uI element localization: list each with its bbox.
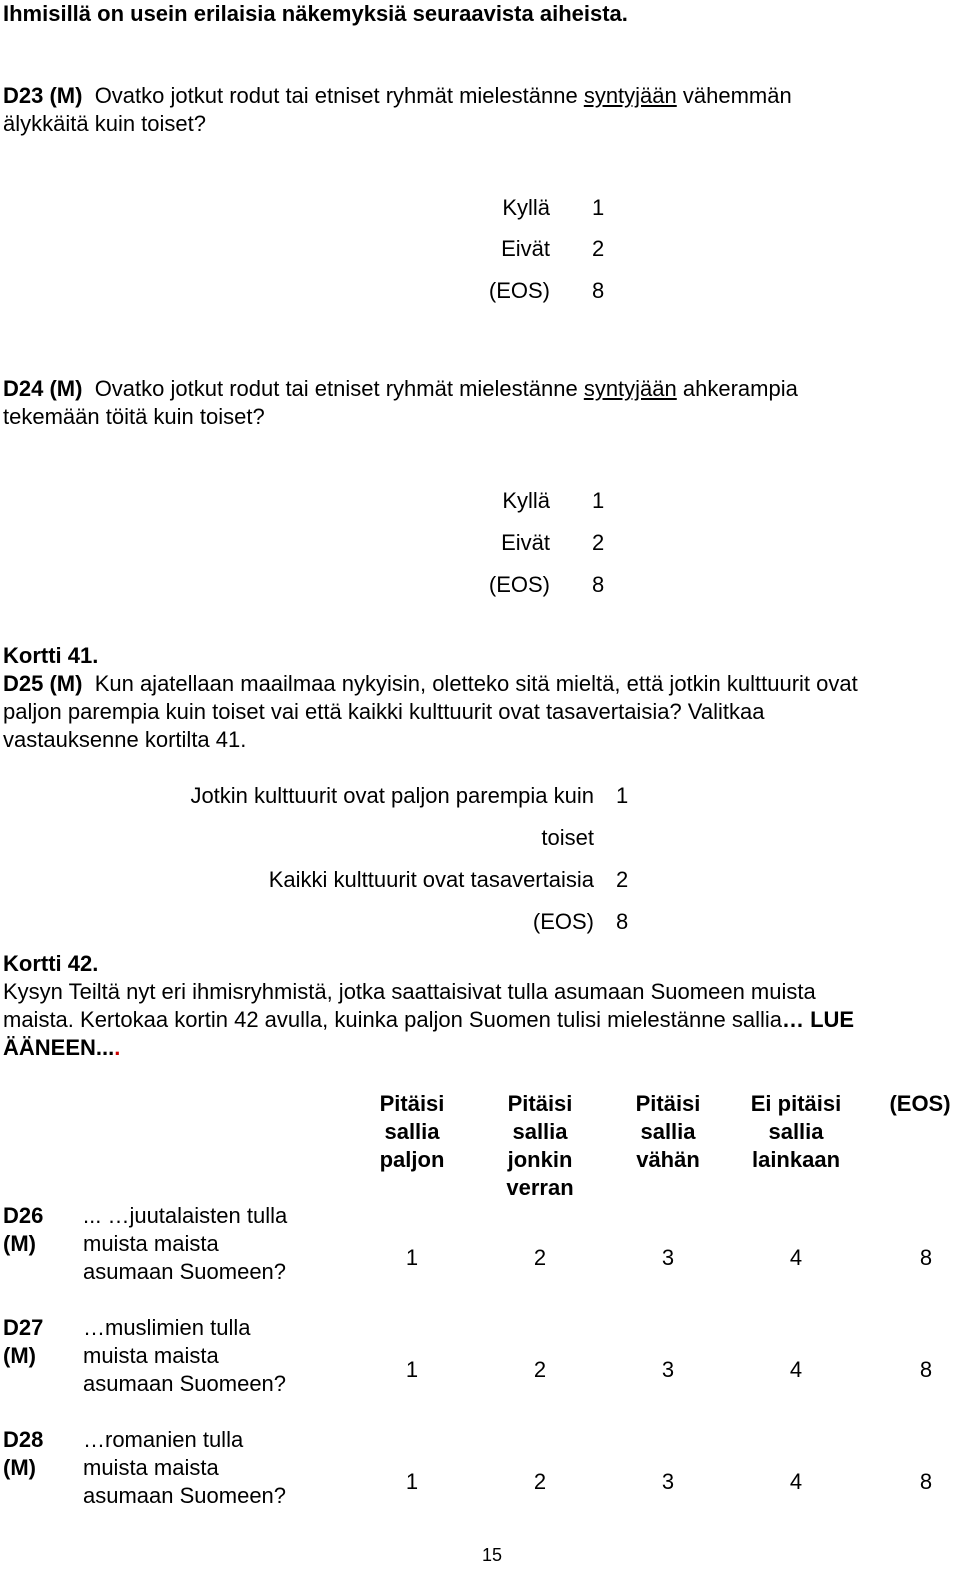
intro-heading: Ihmisillä on usein erilaisia näkemyksiä seuraavista aiheista. [3,1,628,26]
d24-option-value: 1 [592,488,605,513]
table-row-code [3,1202,43,1258]
intro42-line1: Kysyn Teiltä nyt eri ihmisryhmistä, jotka saattaisivat tulla asumaan Suomeen muista [3,979,816,1004]
table-row-code [3,1314,43,1370]
d24-question [3,375,798,403]
table-cell-value: 2 [533,1357,547,1382]
row-text-line: asumaan Suomeen? [83,1371,287,1396]
row-code-suffix: (M) [3,1455,36,1480]
table-cell-value: 8 [919,1357,933,1382]
intro42-red-dot: . [114,1035,121,1060]
header-line: jonkin [507,1147,573,1172]
table-cell-value: 2 [533,1245,547,1270]
table-cell-value: 1 [405,1469,419,1494]
d25-text-1: Kun ajatellaan maailmaa nykyisin, oletteko sitä mieltä, että jotkin kulttuurit ovat [94,671,858,696]
table-cell-value: 8 [919,1469,933,1494]
table-cell-value: 8 [919,1245,933,1270]
d25-code: D25 (M) [3,671,83,696]
table-header-lainkaan [732,1090,860,1174]
header-line: verran [506,1175,574,1200]
header-line: Pitäisi [635,1091,701,1116]
d24-text-b: ahkerampia [676,376,798,401]
d25-option-label: (EOS) [532,909,594,934]
table-row-text [83,1426,286,1510]
intro42-read-aloud-b: ÄÄNEEN... [3,1035,115,1060]
d25-question-line3: vastauksenne kortilta 41. [3,727,247,752]
row-text-line: asumaan Suomeen? [83,1259,287,1284]
d23-question [3,82,792,110]
table-cell-value: 2 [533,1469,547,1494]
row-text-line: muista maista [83,1231,219,1256]
d23-option-label: Kyllä [502,195,550,220]
row-code-suffix: (M) [3,1343,36,1368]
row-text-line: ... …juutalaisten tulla [83,1203,288,1228]
d25-option-value: 8 [616,909,629,934]
d24-text-a: Ovatko jotkut rodut tai etniset ryhmät mielestänne [94,376,584,401]
d25-option-value: 2 [616,867,629,892]
table-cell-value: 3 [661,1357,675,1382]
d25-question-line2: paljon parempia kuin toiset vai että kaikki kulttuurit ovat tasavertaisia? Valitkaa [3,699,765,724]
intro42-line2-text: maista. Kertokaa kortin 42 avulla, kuinka paljon Suomen tulisi mielestänne sallia [3,1007,782,1032]
intro42-read-aloud-a: … LUE [781,1007,855,1032]
d23-text-underlined: syntyjään [583,83,677,108]
table-header-vahan [618,1090,718,1174]
header-line: lainkaan [751,1147,841,1172]
header-line: vähän [636,1147,700,1172]
table-row-text [83,1314,286,1398]
table-cell-value: 4 [789,1469,803,1494]
row-code: D26 [3,1203,44,1228]
intro42-line2 [3,1006,854,1034]
row-code: D28 [3,1427,44,1452]
header-line: paljon [379,1147,445,1172]
d25-option-label: Kaikki kulttuurit ovat tasavertaisia [268,867,594,892]
header-line: sallia [384,1119,440,1144]
d23-option-value: 8 [592,278,605,303]
d25-option-label-cont: toiset [541,825,594,850]
card-42-label: Kortti 42. [3,951,99,976]
d24-question-line2: tekemään töitä kuin toiset? [3,404,265,429]
table-cell-value: 1 [405,1357,419,1382]
d24-text-underlined: syntyjään [583,376,677,401]
table-header-jonkin-verran [490,1090,590,1202]
row-code-suffix: (M) [3,1231,36,1256]
header-line: sallia [768,1119,824,1144]
table-row-code [3,1426,43,1482]
header-line: sallia [640,1119,696,1144]
table-cell-value: 3 [661,1245,675,1270]
d23-text-b: vähemmän [676,83,792,108]
header-line: sallia [512,1119,568,1144]
row-text-line: muista maista [83,1343,219,1368]
page-number: 15 [481,1545,503,1565]
row-text-line: …romanien tulla [83,1427,244,1452]
header-line: Pitäisi [507,1091,573,1116]
d24-option-label: Kyllä [502,488,550,513]
d24-option-value: 8 [592,572,605,597]
row-code: D27 [3,1315,44,1340]
d24-code: D24 (M) [3,376,83,401]
d25-question-line1 [3,670,858,698]
d25-option-value: 1 [616,783,629,808]
d24-option-value: 2 [592,530,605,555]
table-header-eos [880,1090,960,1118]
d25-option-label: Jotkin kulttuurit ovat paljon parempia kuin [190,783,594,808]
row-text-line: asumaan Suomeen? [83,1483,287,1508]
row-text-line: …muslimien tulla [83,1315,251,1340]
d24-option-label: Eivät [501,530,550,555]
d23-option-label: (EOS) [488,278,550,303]
d23-option-value: 1 [592,195,605,220]
d24-option-label: (EOS) [488,572,550,597]
header-line: Pitäisi [379,1091,445,1116]
row-text-line: muista maista [83,1455,219,1480]
table-row-text [83,1202,287,1286]
header-line: (EOS) [889,1091,951,1116]
header-line: Ei pitäisi [750,1091,842,1116]
d23-question-line2: älykkäitä kuin toiset? [3,111,206,136]
table-header-paljon [362,1090,462,1174]
table-cell-value: 3 [661,1469,675,1494]
table-cell-value: 4 [789,1357,803,1382]
d23-option-value: 2 [592,236,605,261]
d23-code: D23 (M) [3,83,83,108]
card-41-label: Kortti 41. [3,643,99,668]
d23-option-label: Eivät [501,236,550,261]
intro42-line3 [3,1034,120,1062]
table-cell-value: 1 [405,1245,419,1270]
table-cell-value: 4 [789,1245,803,1270]
d23-text-a: Ovatko jotkut rodut tai etniset ryhmät mielestänne [94,83,584,108]
